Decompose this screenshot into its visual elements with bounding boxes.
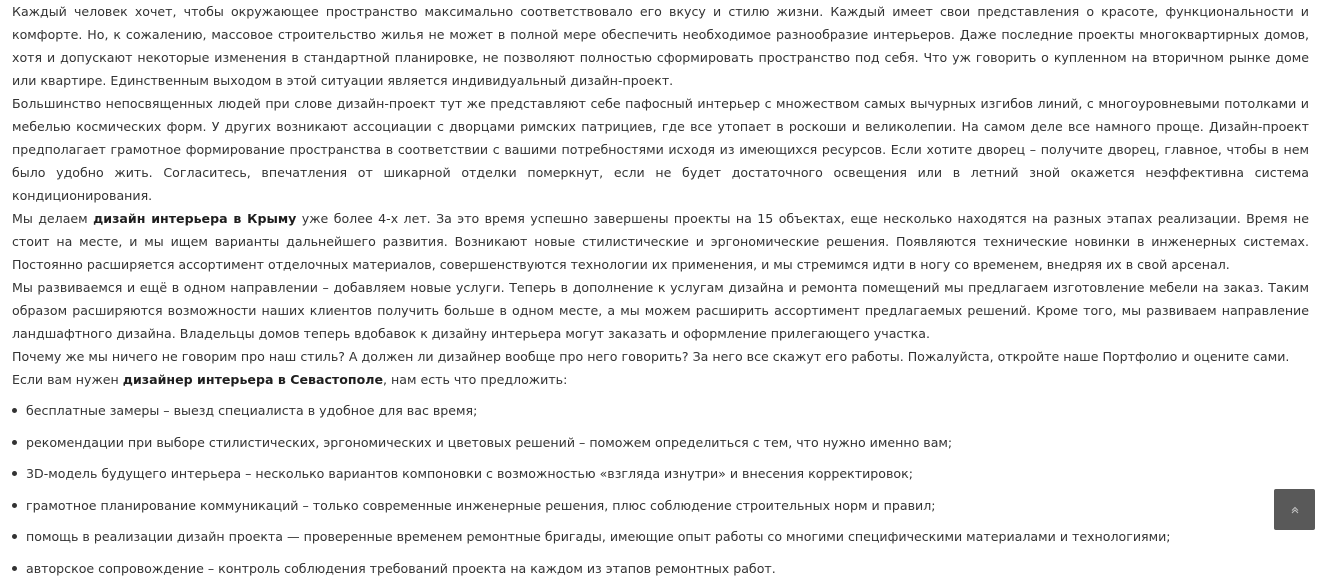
chevron-up-icon [1290,506,1300,514]
paragraph-intro [12,0,1309,92]
paragraph-misconceptions [12,92,1309,207]
paragraph-offer [12,368,1309,391]
keyword-sevastopol: дизайнер интерьера в Севастополе [123,372,383,387]
services-list [12,399,1309,588]
list-item: помощь в реализации дизайн проекта — проверенные временем ремонтные бригады, имеющие опыт работы со многими специфическими материалами и технологиями; [12,525,1309,557]
paragraph-text: Мы развиваемся и ещё в одном направлении – добавляем новые услуги. Теперь в дополнение к услугам дизайна и ремонта помещений мы предлагаем изготовление мебели на заказ. Таким образом расширяются возможности наших клиентов получить больше в одном месте, а мы можем расширить ассортимент предлагаемых решений. Кроме того, мы развиваем направление ландшафтного дизайна. Владельцы домов теперь вдобавок к дизайну интерьера могут заказать и оформление прилегающего участка. [12,280,1309,341]
keyword-crimea: дизайн интерьера в Крыму [93,211,296,226]
paragraph-text: Если вам нужен [12,372,123,387]
paragraph-text: , нам есть что предложить: [383,372,567,387]
list-item: авторское сопровождение – контроль соблюдения требований проекта на каждом из этапов ремонтных работ. [12,557,1309,588]
paragraph-crimea [12,207,1309,276]
scroll-to-top-button[interactable] [1274,489,1315,530]
paragraph-text: Почему же мы ничего не говорим про наш стиль? А должен ли дизайнер вообще про него говорить? За него все скажут его работы. Пожалуйста, откройте наше Портфолио и оцените сами. [12,349,1289,364]
list-item: бесплатные замеры – выезд специалиста в удобное для вас время; [12,399,1309,431]
paragraph-services [12,276,1309,345]
article-content [12,0,1309,588]
paragraph-style [12,345,1309,368]
paragraph-text: Мы делаем [12,211,93,226]
paragraph-text: Большинство непосвященных людей при слове дизайн-проект тут же представляют себе пафосный интерьер с множеством самых вычурных изгибов линий, с многоуровневыми потолками и мебелью космических форм. У других возникают ассоциации с дворцами римских патрициев, где все утопает в роскоши и великолепии. На самом деле все намного проще. Дизайн-проект предполагает грамотное формирование пространства в соответствии с вашими потребностями исходя из имеющихся ресурсов. Если хотите дворец – получите дворец, главное, чтобы в нем было удобно жить. Согласитесь, впечатления от шикарной отделки померкнут, если не будет достаточного освещения или в летний зной окажется неэффективна система кондиционирования. [12,96,1309,203]
list-item: рекомендации при выборе стилистических, эргономических и цветовых решений – поможем определиться с тем, что нужно именно вам; [12,431,1309,463]
list-item: грамотное планирование коммуникаций – только современные инженерные решения, плюс соблюдение строительных норм и правил; [12,494,1309,526]
paragraph-text: уже более 4-х лет. За это время успешно завершены проекты на 15 объектах, еще несколько находятся на разных этапах реализации. Время не стоит на месте, и мы ищем варианты дальнейшего развития. Возникают новые стилистические и эргономические решения. Появляются технические новинки в инженерных системах. Постоянно расширяется ассортимент отделочных материалов, совершенствуются технологии их применения, и мы стремимся идти в ногу со временем, внедряя их в свой арсенал. [12,211,1309,272]
paragraph-text: Каждый человек хочет, чтобы окружающее пространство максимально соответствовало его вкусу и стилю жизни. Каждый имеет свои представления о красоте, функциональности и комфорте. Но, к сожалению, массовое строительство жилья не может в полной мере обеспечить необходимое разнообразие интерьеров. Даже последние проекты многоквартирных домов, хотя и допускают некоторые изменения в стандартной планировке, не позволяют полностью сформировать пространство под себя. Что уж говорить о купленном на вторичном рынке доме или квартире. Единственным выходом в этой ситуации является индивидуальный дизайн-проект. [12,4,1309,88]
list-item: 3D-модель будущего интерьера – несколько вариантов компоновки с возможностью «взгляда изнутри» и внесения корректировок; [12,462,1309,494]
